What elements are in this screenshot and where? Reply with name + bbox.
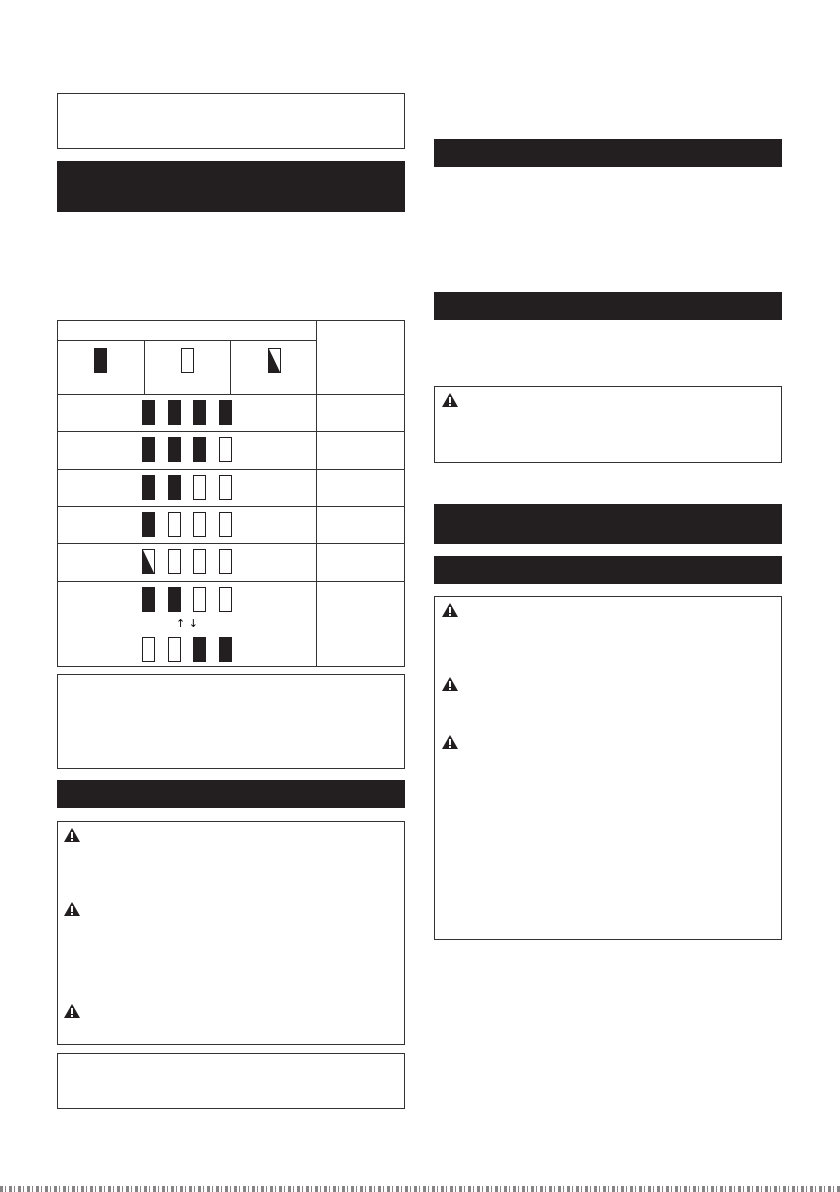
- indicator-header-cell: [58, 321, 317, 341]
- lamp-lit-icon: [142, 587, 155, 612]
- footer-print-strip: [0, 1186, 840, 1192]
- section-header-bar: [434, 292, 782, 320]
- lamp-lit-icon: [168, 475, 181, 500]
- lamp-off-icon: [193, 475, 206, 500]
- lamp-lit-icon: [142, 400, 155, 425]
- lamp-off-icon: [193, 549, 206, 574]
- lamp-lit-icon: [219, 637, 232, 662]
- lamp-lit-icon: [193, 637, 206, 662]
- indicator-row-alternating: [58, 582, 317, 667]
- section-header-bar: [434, 556, 782, 584]
- capacity-cell: [317, 582, 405, 667]
- lamp-lit-icon: [168, 587, 181, 612]
- note-box-top: [57, 93, 405, 149]
- lamp-blinking-icon: [268, 348, 281, 373]
- legend-off-cell: [144, 341, 230, 395]
- indicator-row: [58, 544, 317, 582]
- lamp-off-icon: [193, 587, 206, 612]
- caution-box: [434, 386, 782, 463]
- lamp-off-icon: [142, 637, 155, 662]
- lamp-off-icon: [168, 637, 181, 662]
- section-header-bar: [434, 139, 782, 167]
- indicator-row: [58, 432, 317, 470]
- lamp-lit-icon: [142, 512, 155, 537]
- lamp-lit-icon: [94, 348, 107, 373]
- lamp-off-icon: [219, 587, 232, 612]
- lamp-blinking-icon: [142, 549, 155, 574]
- lamp-lit-icon: [219, 400, 232, 425]
- section-header-bar: [57, 161, 405, 212]
- warning-icon: [442, 603, 458, 617]
- lamp-off-icon: [219, 549, 232, 574]
- lamp-off-icon: [193, 512, 206, 537]
- note-box-bottom: [57, 1053, 405, 1109]
- indicator-row: [58, 395, 317, 432]
- warning-icon: [64, 828, 80, 842]
- warning-icon: [442, 393, 458, 407]
- capacity-cell: [317, 470, 405, 507]
- remaining-capacity-header-cell: [317, 321, 405, 395]
- warning-icon: [442, 677, 458, 691]
- lamp-off-icon: [168, 512, 181, 537]
- lamp-off-icon: [219, 512, 232, 537]
- warning-icon: [442, 735, 458, 749]
- battery-indicator-table: [57, 320, 405, 667]
- up-down-arrow-icon: ↑ ↓: [176, 617, 198, 630]
- lamp-lit-icon: [168, 437, 181, 462]
- warning-icon: [64, 1004, 80, 1018]
- section-header-bar: [57, 780, 405, 808]
- lamp-off-icon: [181, 348, 194, 373]
- caution-box: [57, 821, 405, 1045]
- caution-box: [434, 596, 782, 940]
- indicator-row: [58, 470, 317, 507]
- indicator-row: [58, 507, 317, 544]
- lamp-lit-icon: [193, 400, 206, 425]
- warning-icon: [64, 902, 80, 916]
- capacity-cell: [317, 507, 405, 544]
- lamp-off-icon: [219, 437, 232, 462]
- legend-lit-cell: [58, 341, 145, 395]
- lamp-lit-icon: [193, 437, 206, 462]
- lamp-lit-icon: [142, 475, 155, 500]
- capacity-cell: [317, 395, 405, 432]
- capacity-cell: [317, 544, 405, 582]
- lamp-lit-icon: [168, 400, 181, 425]
- lamp-off-icon: [168, 549, 181, 574]
- legend-blinking-cell: [230, 341, 317, 395]
- capacity-cell: [317, 432, 405, 470]
- lamp-lit-icon: [142, 437, 155, 462]
- section-header-bar: [434, 504, 782, 544]
- note-box-middle: [57, 674, 405, 769]
- lamp-off-icon: [219, 475, 232, 500]
